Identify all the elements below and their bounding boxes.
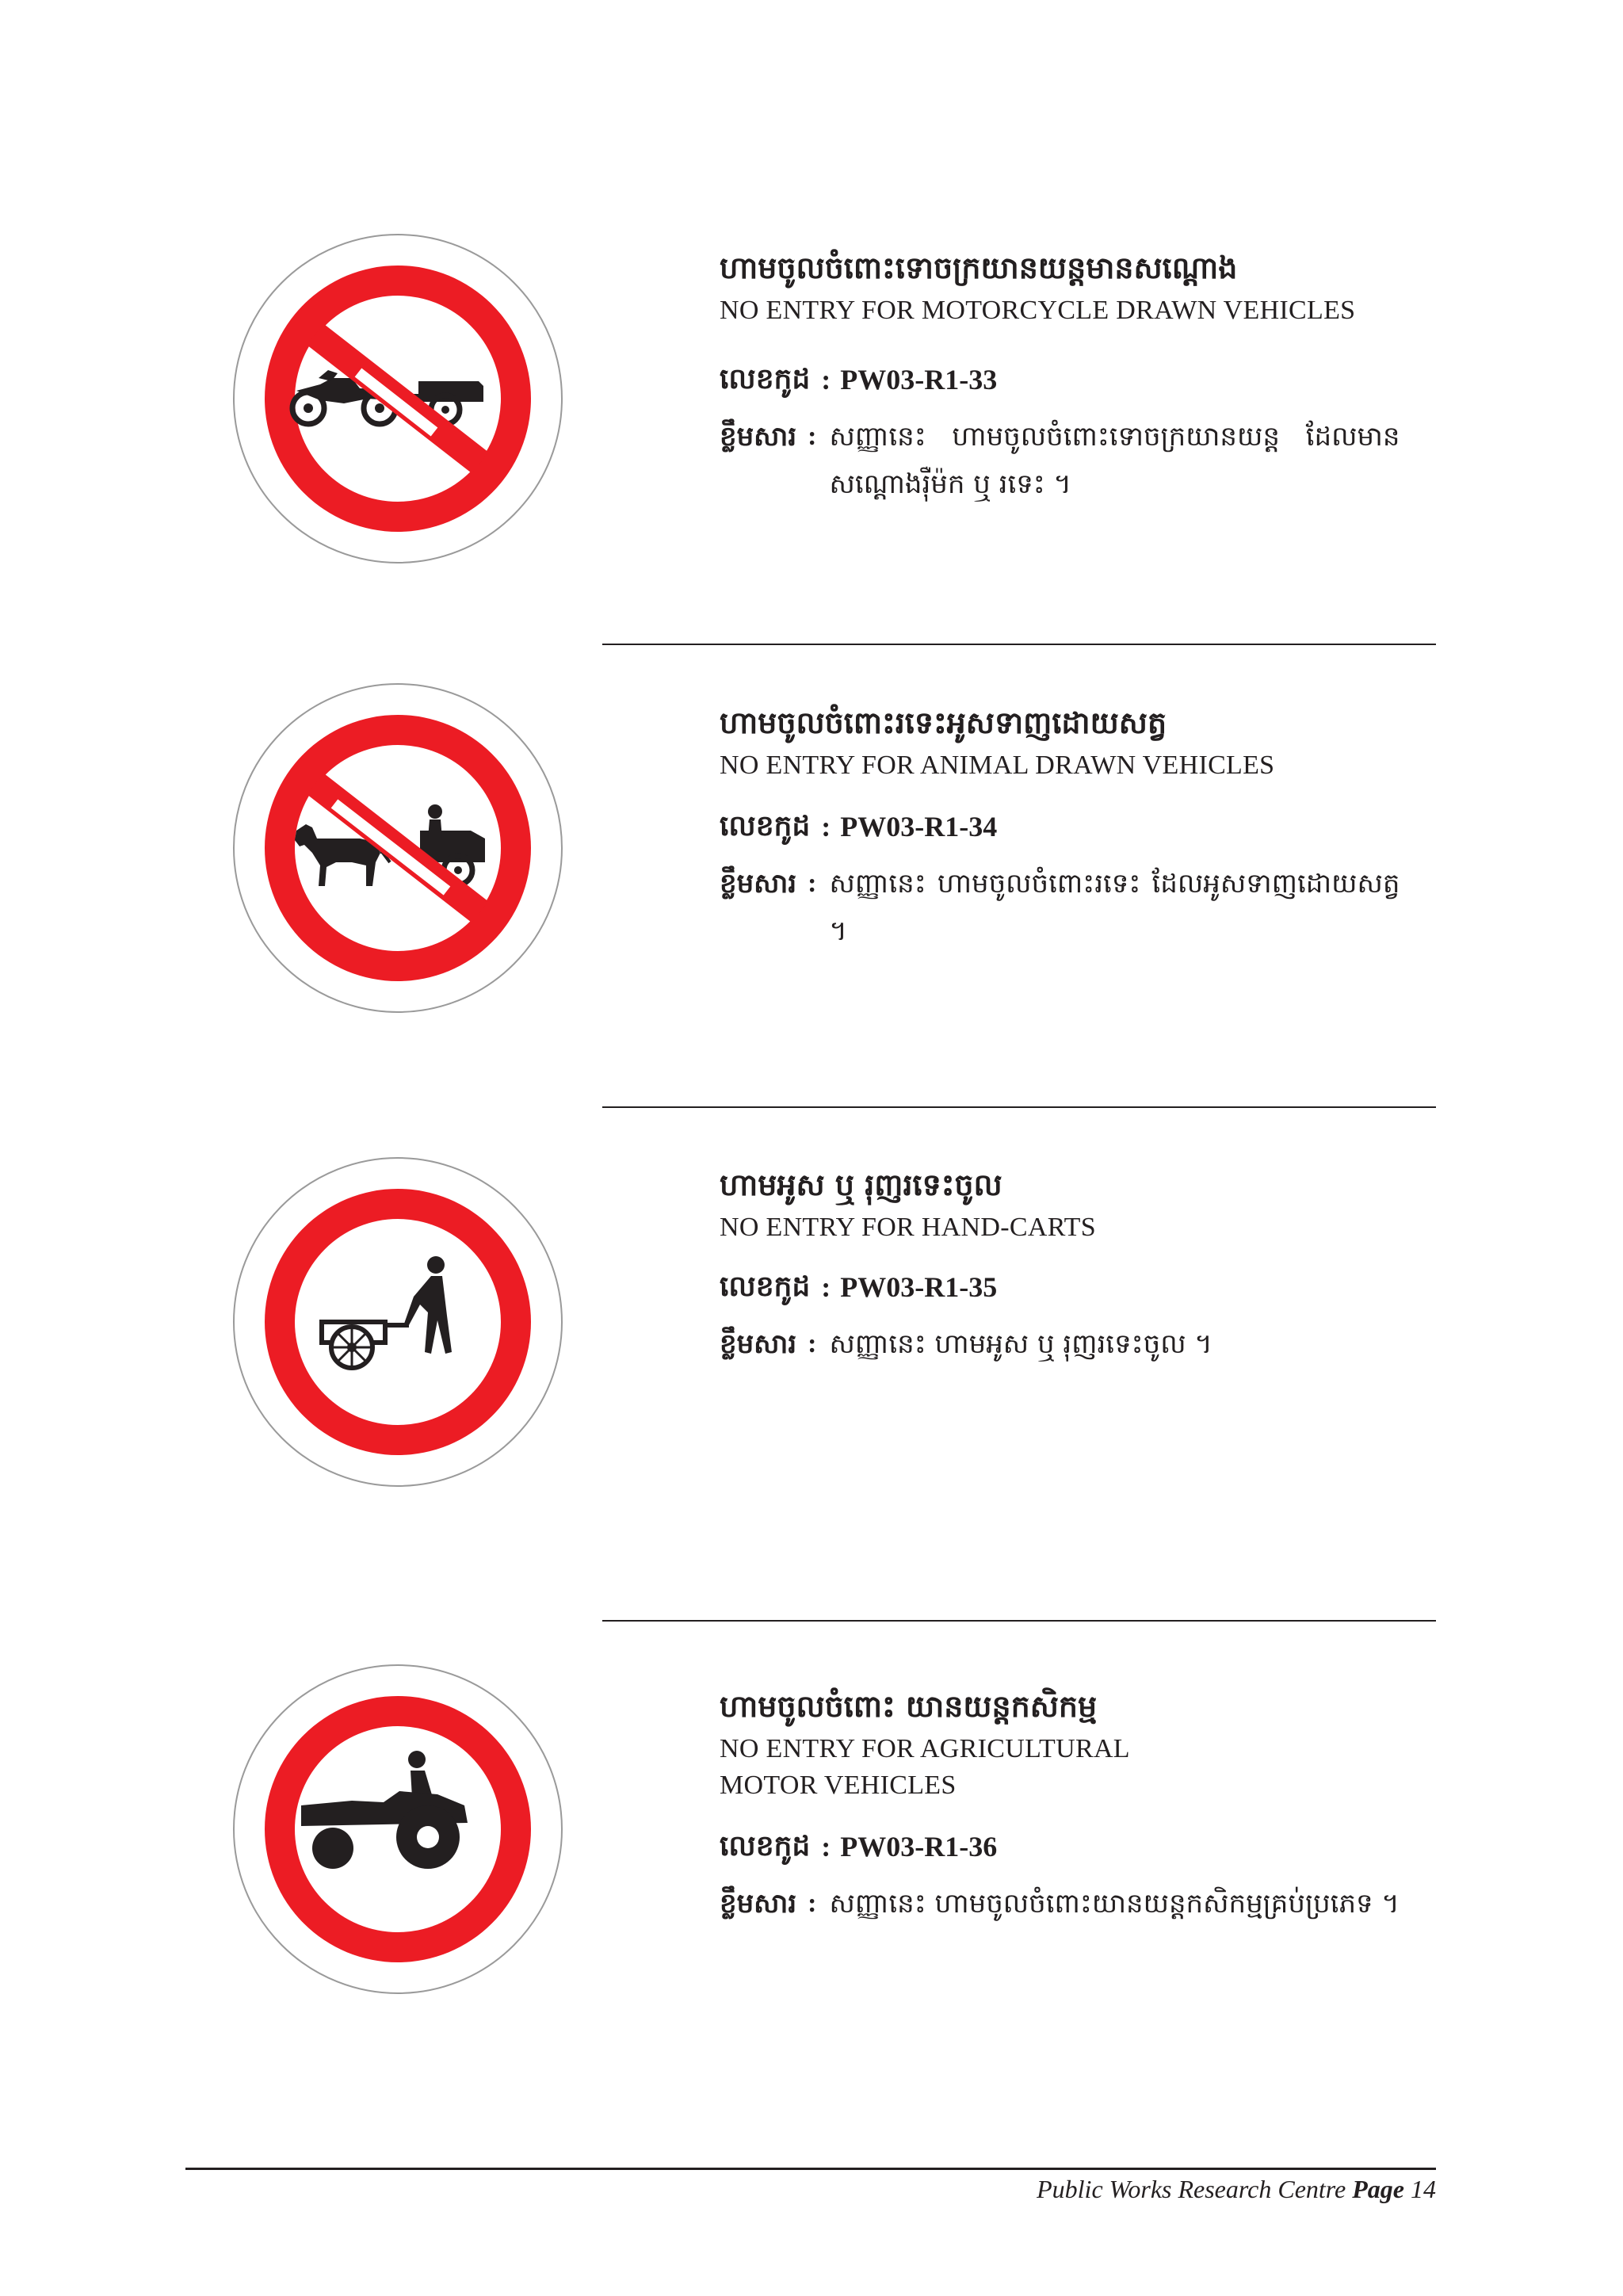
english-title: NO ENTRY FOR MOTORCYCLE DRAWN VEHICLES [720,296,1356,325]
code-value: PW03-R1-35 [840,1271,998,1303]
sign-entry-2 [720,703,1512,955]
footer-rule [185,2168,1436,2170]
description-row: ខ្លឹមសារ : សញ្ញានេះ ហាមចូលចំពោះរទេះ ដែលអូសទាញដោយសត្វ ។ [720,860,1512,955]
separator [602,1620,1436,1622]
english-title: NO ENTRY FOR ANIMAL DRAWN VEHICLES [720,751,1275,780]
khmer-title: ហាមចូលចំពោះ យានយន្តកសិកម្ម [720,1689,1098,1724]
code-label: លេខកូដ [720,1830,811,1862]
footer-page-number: 14 [1411,2175,1436,2203]
sign-no-hand-carts [233,1157,563,1487]
description-label: ខ្លឹមសារ [720,868,797,900]
separator [602,644,1436,645]
code-value: PW03-R1-36 [840,1831,998,1862]
description-label: ខ្លឹមសារ [720,421,797,453]
sign-no-animal-drawn-vehicles [233,683,563,1013]
code-row: លេខកូដ : PW03-R1-36 [720,1828,1512,1866]
khmer-title: ហាមចូលចំពោះទោចក្រយានយន្តមានសណ្តោង [720,250,1238,285]
sign-no-motorcycle-drawn-vehicles [233,234,563,563]
footer-page-label: Page [1352,2175,1404,2203]
sign-entry-4 [720,1687,1512,1927]
description-label: ខ្លឹមសារ [720,1888,797,1920]
code-value: PW03-R1-33 [840,364,998,395]
description-text: សញ្ញានេះ ហាមចូលចំពោះទោចក្រយានយន្ត ដែលមានសណ្តោងរ៉ឺម៉ក ឬ រទេះ ។ [829,421,1400,500]
sign-no-agricultural-motor-vehicles [233,1664,563,1994]
code-value: PW03-R1-34 [840,811,998,842]
description-row: ខ្លឹមសារ : សញ្ញានេះ ហាមចូលចំពោះទោចក្រយានយន្ត ដែលមានសណ្តោងរ៉ឺម៉ក ឬ រទេះ ។ [720,413,1512,508]
code-row: លេខកូដ : PW03-R1-35 [720,1268,1512,1306]
description-row: ខ្លឹមសារ : សញ្ញានេះ ហាមអូស ឬ រុញរទេះចូល ។ [720,1320,1512,1368]
sign-entry-1 [720,248,1512,508]
sign-entry-3 [720,1165,1512,1368]
code-label: លេខកូដ [720,1270,811,1303]
description-text: សញ្ញានេះ ហាមចូលចំពោះរទេះ ដែលអូសទាញដោយសត្វ ។ [829,868,1400,947]
khmer-title: ហាមចូលចំពោះរទេះអូសទាញដោយសត្វ [720,705,1167,740]
code-row: លេខកូដ : PW03-R1-34 [720,808,1512,846]
khmer-title: ហាមអូស ឬ រុញរទេះចូល [720,1167,1002,1202]
english-title: NO ENTRY FOR HAND-CARTS [720,1213,1096,1242]
english-title: NO ENTRY FOR AGRICULTURAL MOTOR VEHICLES [720,1734,1129,1800]
description-label: ខ្លឹមសារ [720,1328,797,1360]
code-label: លេខកូដ [720,810,811,842]
code-row: លេខកូដ : PW03-R1-33 [720,361,1512,399]
code-label: លេខកូដ [720,363,811,395]
separator [602,1106,1436,1108]
description-text: សញ្ញានេះ ហាមចូលចំពោះយានយន្តកសិកម្មគ្រប់ប្រភេទ ។ [829,1888,1400,1920]
description-text: សញ្ញានេះ ហាមអូស ឬ រុញរទេះចូល ។ [829,1328,1212,1360]
description-row: ខ្លឹមសារ : សញ្ញានេះ ហាមចូលចំពោះយានយន្តកសិកម្មគ្រប់ប្រភេទ ។ [720,1880,1512,1927]
page-footer [1037,2172,1436,2206]
footer-org: Public Works Research Centre [1037,2175,1346,2203]
